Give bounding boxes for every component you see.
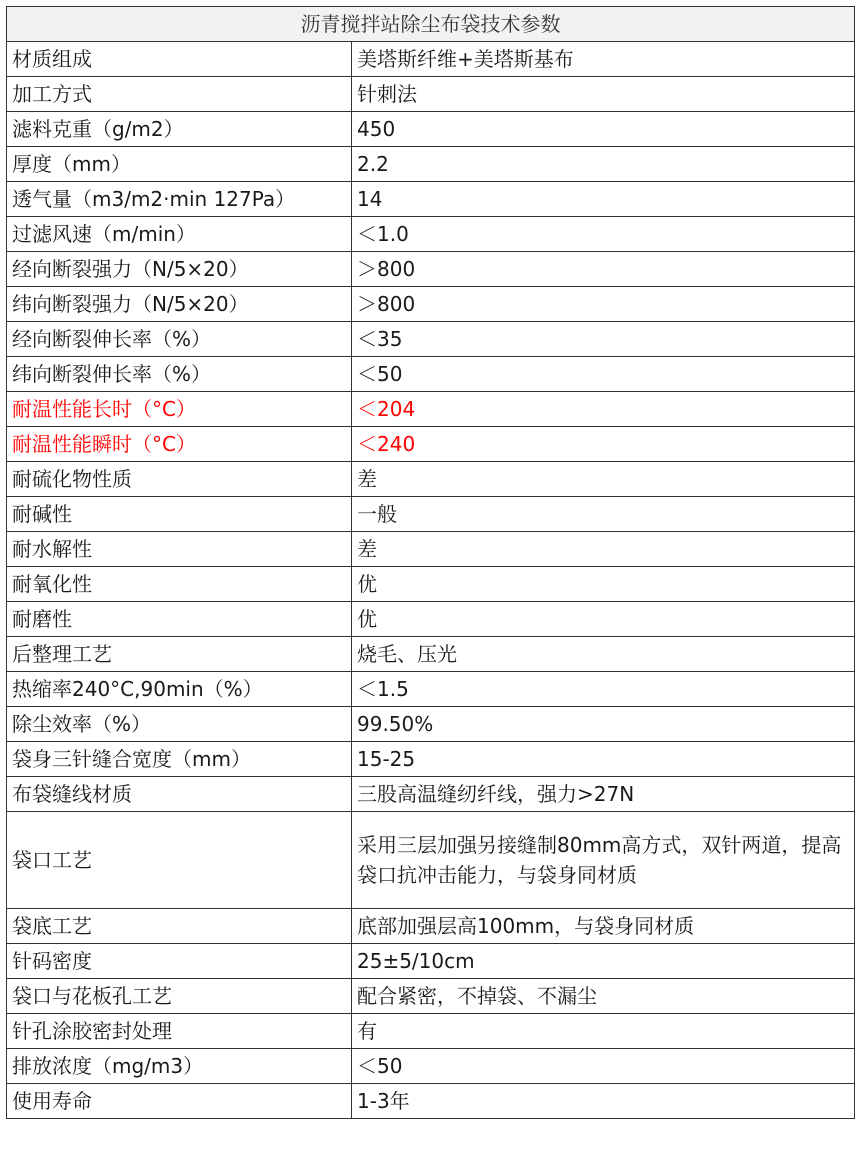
row-value: 采用三层加强另接缝制80mm高方式，双针两道，提高袋口抗冲击能力，与袋身同材质	[352, 812, 855, 909]
row-label: 布袋缝线材质	[7, 777, 352, 812]
row-value: 差	[352, 462, 855, 497]
row-label: 透气量（m3/m2·min 127Pa）	[7, 182, 352, 217]
row-weft-elongation	[7, 357, 855, 392]
row-label: 热缩率240°C,90min（%）	[7, 672, 352, 707]
row-label: 耐温性能长时（°C）	[7, 392, 352, 427]
row-value: 三股高温缝纫纤线，强力>27N	[352, 777, 855, 812]
row-shrinkage	[7, 672, 855, 707]
row-value: ＜204	[352, 392, 855, 427]
row-permeability	[7, 182, 855, 217]
row-value: 底部加强层高100mm，与袋身同材质	[352, 909, 855, 944]
row-value: ＜35	[352, 322, 855, 357]
row-temp-continuous	[7, 392, 855, 427]
row-stitch-density	[7, 944, 855, 979]
row-material	[7, 42, 855, 77]
row-label: 纬向断裂伸长率（%）	[7, 357, 352, 392]
row-value: 配合紧密，不掉袋、不漏尘	[352, 979, 855, 1014]
row-value: 优	[352, 567, 855, 602]
row-value: 1-3年	[352, 1084, 855, 1119]
row-value: 有	[352, 1014, 855, 1049]
row-value: 25±5/10cm	[352, 944, 855, 979]
row-label: 排放浓度（mg/m3）	[7, 1049, 352, 1084]
row-emission	[7, 1049, 855, 1084]
row-value: ＜50	[352, 1049, 855, 1084]
row-label: 后整理工艺	[7, 637, 352, 672]
row-label: 厚度（mm）	[7, 147, 352, 182]
row-value: 一般	[352, 497, 855, 532]
row-mouth-process	[7, 812, 855, 909]
row-oxidation-resistance	[7, 567, 855, 602]
row-label: 针码密度	[7, 944, 352, 979]
row-value: 450	[352, 112, 855, 147]
row-alkali-resistance	[7, 497, 855, 532]
row-label: 加工方式	[7, 77, 352, 112]
row-abrasion-resistance	[7, 602, 855, 637]
row-sulfide-resistance	[7, 462, 855, 497]
row-label: 耐温性能瞬时（°C）	[7, 427, 352, 462]
row-label: 经向断裂强力（N/5×20）	[7, 252, 352, 287]
row-label: 针孔涂胶密封处理	[7, 1014, 352, 1049]
row-label: 袋底工艺	[7, 909, 352, 944]
row-service-life	[7, 1084, 855, 1119]
row-filter-speed	[7, 217, 855, 252]
row-value: 美塔斯纤维+美塔斯基布	[352, 42, 855, 77]
row-label: 材质组成	[7, 42, 352, 77]
row-label: 经向断裂伸长率（%）	[7, 322, 352, 357]
row-label: 耐氧化性	[7, 567, 352, 602]
row-value: 优	[352, 602, 855, 637]
row-label: 耐硫化物性质	[7, 462, 352, 497]
row-label: 纬向断裂强力（N/5×20）	[7, 287, 352, 322]
row-efficiency	[7, 707, 855, 742]
row-label: 袋口工艺	[7, 812, 352, 909]
row-weight	[7, 112, 855, 147]
row-seam-width	[7, 742, 855, 777]
row-thickness	[7, 147, 855, 182]
row-thread-material	[7, 777, 855, 812]
row-warp-strength	[7, 252, 855, 287]
row-bottom-process	[7, 909, 855, 944]
row-label: 耐碱性	[7, 497, 352, 532]
row-label: 袋口与花板孔工艺	[7, 979, 352, 1014]
row-hydrolysis-resistance	[7, 532, 855, 567]
row-value: 14	[352, 182, 855, 217]
row-finishing	[7, 637, 855, 672]
row-value: 2.2	[352, 147, 855, 182]
row-label: 除尘效率（%）	[7, 707, 352, 742]
row-value: ＜240	[352, 427, 855, 462]
spec-table	[6, 6, 855, 1119]
title-row	[7, 7, 855, 42]
row-value: 15-25	[352, 742, 855, 777]
row-label: 滤料克重（g/m2）	[7, 112, 352, 147]
row-label: 使用寿命	[7, 1084, 352, 1119]
table-title: 沥青搅拌站除尘布袋技术参数	[7, 7, 855, 42]
row-processing	[7, 77, 855, 112]
row-temp-instant	[7, 427, 855, 462]
row-value: ＜1.5	[352, 672, 855, 707]
row-value: 差	[352, 532, 855, 567]
row-weft-strength	[7, 287, 855, 322]
row-value: 99.50%	[352, 707, 855, 742]
row-value: 针刺法	[352, 77, 855, 112]
row-label: 袋身三针缝合宽度（mm）	[7, 742, 352, 777]
row-label: 过滤风速（m/min）	[7, 217, 352, 252]
row-label: 耐磨性	[7, 602, 352, 637]
row-value: ＜50	[352, 357, 855, 392]
row-value: ＞800	[352, 252, 855, 287]
row-warp-elongation	[7, 322, 855, 357]
row-label: 耐水解性	[7, 532, 352, 567]
row-pinhole-sealing	[7, 1014, 855, 1049]
row-value: 烧毛、压光	[352, 637, 855, 672]
row-mouth-plate-fit	[7, 979, 855, 1014]
row-value: ＜1.0	[352, 217, 855, 252]
row-value: ＞800	[352, 287, 855, 322]
